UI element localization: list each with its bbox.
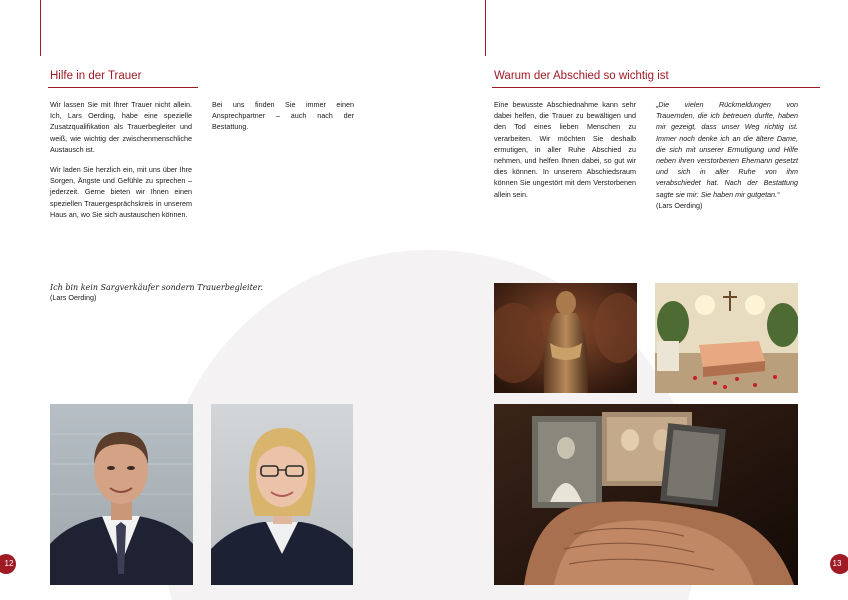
section-heading: Warum der Abschied so wichtig ist [494, 70, 669, 82]
quote-author: (Lars Oerding) [50, 293, 97, 302]
quote-handwritten: Ich bin kein Sargverkäufer sondern Trauerbegleiter. [50, 283, 264, 292]
text-column-2 [212, 99, 354, 142]
page-number: 13 [832, 559, 842, 568]
page-number: 12 [4, 559, 14, 568]
paragraph: Eine bewusste Abschiednahme kann sehr dabei helfen, die Trauer zu bewältigen und den Tod eines lieben Menschen zu verarbeiten. Wir möchten Sie deshalb ermutigen, in aller Ruhe Abschied zu nehmen, und helfen Ihnen dabei, so gut wir dies können. In unserem Abschiedsraum können Sie ungestört mit dem Verstorbenen allein sein. [494, 100, 636, 199]
section-heading: Hilfe in der Trauer [50, 70, 142, 82]
portrait-photo-woman [211, 404, 353, 585]
paragraph: Wir lassen Sie mit Ihrer Trauer nicht allein. Ich, Lars Oerding, habe eine spezielle Zusatzqualifikation als Trauerbegleiter und weiß, wie wichtig der zwischenmenschliche Austausch ist. [50, 100, 192, 154]
heading-underline [492, 87, 820, 88]
farewell-room-photo [655, 283, 798, 393]
quote-author: (Lars Oerding) [656, 200, 703, 210]
accent-line [40, 0, 41, 56]
accent-line [485, 0, 486, 56]
hands-with-old-photos-photo [494, 404, 798, 585]
text-column-1 [494, 99, 636, 209]
quote-paragraph: „Die vielen Rückmeldungen von Trauernden, die ich betreuen durfte, haben mir gezeigt, dass unser Weg richtig ist. Immer noch denke ich an die ältere Dame, die sich mit unserer Ermutigung und Hilfe neben ihren verstorbenen Ehemann gesetzt und sich in aller Ruhe von ihm verabschiedet hat. Nach der Bestattung sagte sie mir: Sie haben mir gutgetan.“ [656, 100, 798, 199]
text-column-1 [50, 99, 192, 229]
paragraph: Wir laden Sie herzlich ein, mit uns über Ihre Sorgen, Ängste und Gefühle zu sprechen – jederzeit. Gerne bieten wir Ihnen einen speziellen Trauergesprächskreis in unserem Haus an, wo Sie sich austauschen können. [50, 165, 192, 219]
portrait-photo-man [50, 404, 193, 585]
page-number-badge [0, 554, 16, 574]
heading-underline [48, 87, 198, 88]
angel-figurine-photo [494, 283, 637, 393]
right-page [424, 0, 848, 600]
paragraph: Bei uns finden Sie immer einen Ansprechpartner – auch nach der Bestattung. [212, 100, 354, 132]
page-number-badge [830, 554, 848, 574]
text-column-2 [656, 99, 798, 220]
